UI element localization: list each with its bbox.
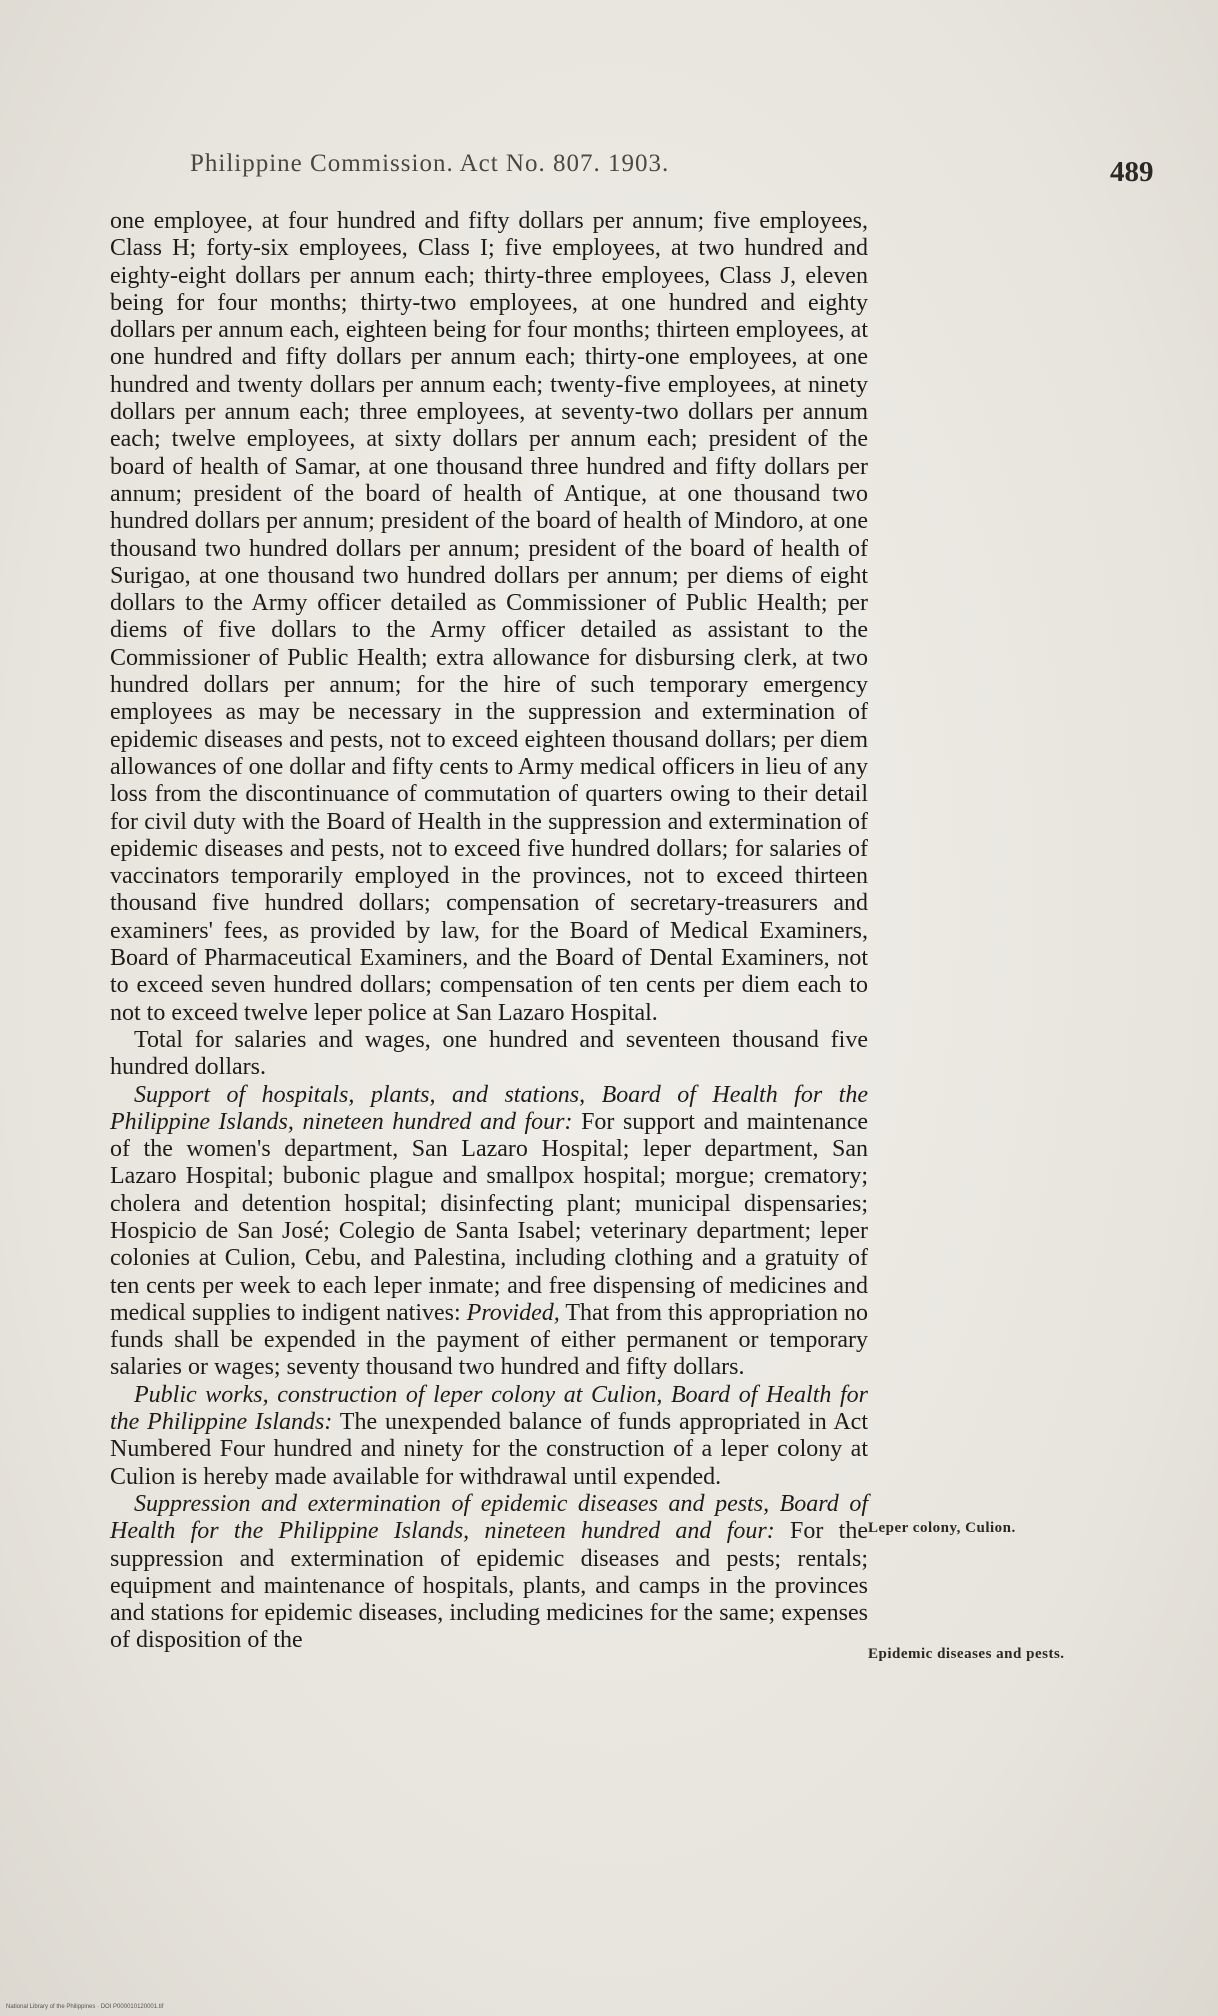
section-text-public-works: The unexpended balance of funds appropriated in Act Numbered Four hundred and ninety for the construction of a leper colony at Culion is hereby made available for withdrawal until expended. bbox=[110, 1409, 868, 1490]
paragraph-support-hospitals bbox=[110, 1082, 868, 1382]
section-text-support: For support and maintenance of the women's department, San Lazaro Hospital; leper department, San Lazaro Hospital; bubonic plague and smallpox hospital; morgue; crematory; cholera and detention hospital; disinfecting plant; municipal dispensaries; Hospicio de San José; Colegio de Santa Isabel; veterinary department; leper colonies at Culion, Cebu, and Palestina, including clothing and a gratuity of ten cents per week to each leper inmate; and free dispensing of medicines and medical supplies to indigent natives: bbox=[110, 1108, 869, 1326]
paragraph-suppression bbox=[110, 1491, 868, 1655]
section-text-support-tail: That from this appropriation no funds shall be expended in the payment of either permanent or temporary salaries or wages; seventy thousand two hundred and fifty dollars. bbox=[110, 1299, 868, 1381]
section-heading-support: Support of hospitals, plants, and stations, Board of Health for the Philippine Islands, nineteen hundred and four: bbox=[110, 1081, 868, 1135]
section-heading-suppression: Suppression and extermination of epidemic diseases and pests, Board of Health for the Philippine Islands, nineteen hundred and four: bbox=[110, 1490, 868, 1545]
margin-note-leper-colony: Leper colony, Culion. bbox=[868, 1520, 1016, 1536]
section-text-suppression: For the suppression and extermination of epidemic diseases and pests; rentals; equipment and maintenance of hospitals, plants, and camps in the provinces and stations for epidemic diseases, including medicines for the same; expenses of disposition of the bbox=[110, 1518, 868, 1654]
proviso-label: Provided, bbox=[466, 1299, 560, 1326]
page-number: 489 bbox=[1110, 156, 1154, 188]
margin-note-epidemic-diseases: Epidemic diseases and pests. bbox=[868, 1646, 1065, 1662]
section-heading-public-works: Public works, construction of leper colony at Culion, Board of Health for the Philippine Islands: bbox=[110, 1381, 868, 1436]
paragraph-total: Total for salaries and wages, one hundred and seventeen thousand five hundred dollars. bbox=[110, 1026, 868, 1081]
paragraph-public-works bbox=[110, 1382, 868, 1491]
running-title: Philippine Commission. Act No. 807. 1903. bbox=[190, 150, 670, 177]
body-text bbox=[110, 208, 868, 1655]
scan-credit: National Library of the Philippines · DOI P000010120001.tif bbox=[6, 2004, 164, 2010]
paragraph-salaries: one employee, at four hundred and fifty dollars per annum; five employees, Class H; forty-six employees, Class I; five employees, at two hundred and eighty-eight dollars per annum each; thirty-three employees, Class J, eleven being for four months; thirty-two employees, at one hundred and eighty dollars per annum each, eighteen being for four months; thirteen employees, at one hundred and fifty dollars per annum each; thirty-one employees, at one hundred and twenty dollars per annum each; twenty-five employees, at ninety dollars per annum each; three employees, at seventy-two dollars per annum each; twelve employees, at sixty dollars per annum each; president of the board of health of Samar, at one thousand three hundred and fifty dollars per annum; president of the board of health of Antique, at one thousand two hundred dollars per annum; president of the board of health of Mindoro, at one thousand two hundred dollars per annum; president of the board of health of Surigao, at one thousand two hundred dollars per annum; per diems of eight dollars to the Army officer detailed as Commissioner of Public Health; per diems of five dollars to the Army officer detailed as assistant to the Commissioner of Public Health; extra allowance for disbursing clerk, at two hundred dollars per annum; for the hire of such temporary emergency employees as may be necessary in the suppression and extermination of epidemic diseases and pests, not to exceed eighteen thousand dollars; per diem allowances of one dollar and fifty cents to Army medical officers in lieu of any loss from the discontinuance of commutation of quarters owing to their detail for civil duty with the Board of Health in the suppression and extermination of epidemic diseases and pests, not to exceed five hundred dollars; for salaries of vaccinators temporarily employed in the provinces, not to exceed thirteen thousand five hundred dollars; compensation of secretary-treasurers and examiners' fees, as provided by law, for the Board of Medical Examiners, Board of Pharmaceutical Examiners, and the Board of Dental Examiners, not to exceed seven hundred dollars; compensation of ten cents per diem each to not to exceed twelve leper police at San Lazaro Hospital. bbox=[110, 208, 868, 1026]
